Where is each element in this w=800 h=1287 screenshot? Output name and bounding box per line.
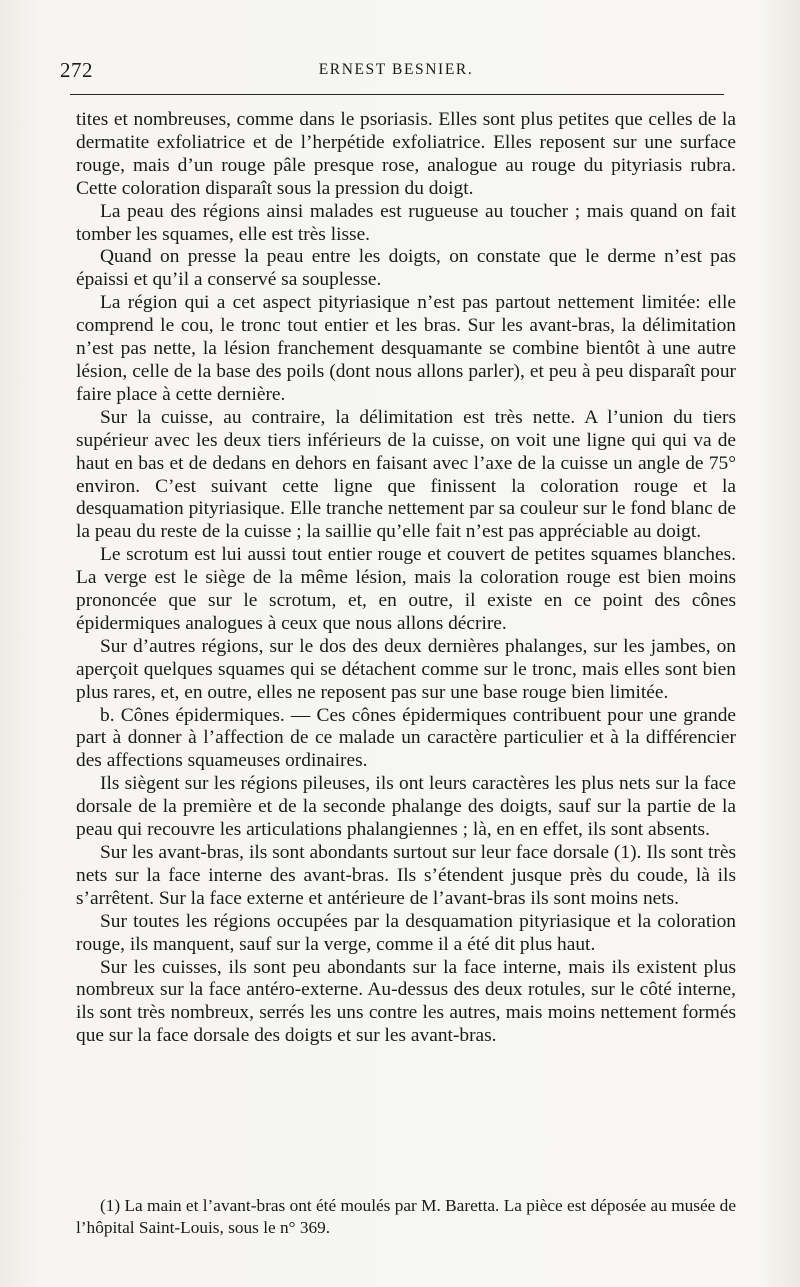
paragraph: Sur les cuisses, ils sont peu abondants sur la face interne, mais ils existent plus nombreux sur la face antéro-externe. Au-dessus des deux rotules, sur le côté interne, ils sont très nombreux, serrés les uns contre les autres, mais moins nettement formés que sur la face dorsale des doigts et sur les avant-bras. — [76, 956, 736, 1047]
paragraph: Sur d’autres régions, sur le dos des deux dernières phalanges, sur les jambes, on aperçoit quelques squames qui se détachent comme sur le tronc, mais elles sont bien plus rares, et, en outre, elles ne reposent pas sur une base rouge bien limitée. — [76, 635, 736, 703]
running-head — [60, 58, 732, 88]
paragraph: b. Cônes épidermiques. — Ces cônes épidermiques contribuent pour une grande part à donner à l’affection de ce malade un caractère particulier et à la différencier des affections squameuses ordinaires. — [76, 704, 736, 772]
footnote: (1) La main et l’avant-bras ont été moulés par M. Baretta. La pièce est déposée au musée de l’hôpital Saint-Louis, sous le n° 369. — [76, 1196, 736, 1237]
header-rule — [70, 94, 724, 95]
paragraph: Sur toutes les régions occupées par la desquamation pityriasique et la coloration rouge, ils manquent, sauf sur la verge, comme il a été dit plus haut. — [76, 910, 736, 955]
page-number: 272 — [60, 58, 93, 82]
paragraph: La région qui a cet aspect pityriasique n’est pas partout nettement limitée: elle comprend le cou, le tronc tout entier et les bras. Sur les avant-bras, la délimitation n’est pas nette, la lésion franchement desquamante se combine bientôt à une autre lésion, celle de la base des poils (dont nous allons parler), et peu à peu disparaît pour faire place à cette dernière. — [76, 292, 736, 405]
footnotes — [76, 1195, 736, 1239]
paragraph: Sur les avant-bras, ils sont abondants surtout sur leur face dorsale (1). Ils sont très nets sur la face interne des avant-bras. Ils s’étendent jusque près du coude, là ils s’arrêtent. Sur la face externe et antérieure de l’avant-bras ils sont moins nets. — [76, 842, 736, 909]
paragraph: Quand on presse la peau entre les doigts, on constate que le derme n’est pas épaissi et qu’il a conservé sa souplesse. — [76, 246, 736, 291]
paragraph: Le scrotum est lui aussi tout entier rouge et couvert de petites squames blanches. La verge est le siège de la même lésion, mais la coloration rouge est bien moins prononcée que sur le scrotum, et, en outre, il existe en ce point des cônes épidermiques analogues à ceux que nous allons décrire. — [76, 544, 736, 634]
running-title: ERNEST BESNIER. — [318, 61, 474, 78]
paragraph: Sur la cuisse, au contraire, la délimitation est très nette. A l’union du tiers supérieur avec les deux tiers inférieurs de la cuisse, on voit une ligne qui qui va de haut en bas et de dedans en dehors en faisant avec l’axe de la cuisse un angle de 75° environ. C’est suivant cette ligne que finissent la coloration rouge et la desquamation pityriasique. Elle tranche nettement par sa couleur sur le fond blanc de la peau du reste de la cuisse ; la saillie qu’elle fait n’est pas appréciable au doigt. — [76, 406, 736, 543]
paragraph: tites et nombreuses, comme dans le psoriasis. Elles sont plus petites que celles de la dermatite exfoliatrice et de l’herpétide exfoliatrice. Elles reposent sur une surface rouge, mais d’un rouge pâle presque rose, analogue au rouge du pityriasis rubra. Cette coloration disparaît sous la pression du doigt. — [76, 109, 736, 199]
paragraph: La peau des régions ainsi malades est rugueuse au toucher ; mais quand on fait tomber les squames, elle est très lisse. — [76, 200, 736, 245]
paragraph: Ils siègent sur les régions pileuses, ils ont leurs caractères les plus nets sur la face dorsale de la première et de la seconde phalange des doigts, sauf sur la partie de la peau qui recouvre les articulations phalangiennes ; là, en en effet, ils sont absents. — [76, 773, 736, 841]
body-text — [76, 109, 736, 1048]
